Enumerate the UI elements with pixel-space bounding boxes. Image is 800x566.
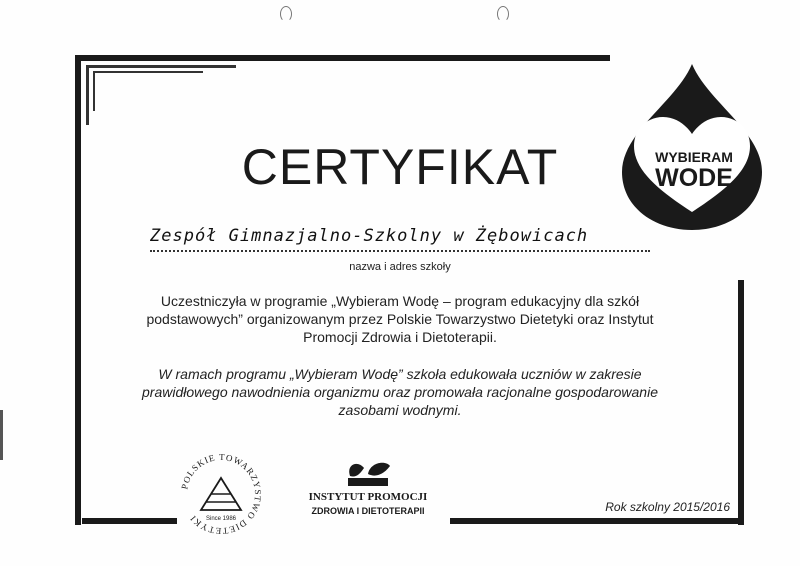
binder-hole: [280, 6, 292, 22]
certificate-title: CERTYFIKAT: [241, 139, 559, 195]
school-caption: nazwa i adres szkoły: [349, 261, 451, 273]
school-year: Rok szkolny 2015/2016: [605, 500, 730, 514]
participation-text: Uczestniczyła w programie „Wybieram Wodę – program edukacyjny dla szkół podstawowych” organizowanym przez Polskie Towarzystwo Dietetyki oraz Instytut Promocji Zdrowia i Dietoterapii.: [146, 293, 654, 345]
leaf-icon: [349, 464, 364, 477]
scan-artifact: [0, 410, 3, 460]
program-description: W ramach programu „Wybieram Wodę” szkoła edukowała uczniów w zakresie prawidłowego nawodnienia organizmu oraz promowała racjonalne gospodarowanie zasobami wodnymi.: [142, 366, 658, 418]
institute-logo: [288, 462, 448, 522]
ptd-since: Since 1986: [205, 516, 237, 522]
binder-hole: [497, 6, 509, 22]
school-name: Zespół Gimnazjalno-Szkolny w Żębowicach: [150, 226, 589, 246]
institute-line1: INSTYTUT PROMOCJI: [308, 491, 428, 503]
logo-line2: WODĘ: [655, 164, 733, 192]
logo-line1: WYBIERAM: [655, 149, 733, 165]
wybieram-wode-logo: [618, 62, 766, 232]
leaf-icon: [368, 463, 390, 476]
institute-line2: ZDROWIA I DIETOTERAPII: [311, 506, 425, 516]
dotted-line: [150, 250, 650, 252]
ptd-ring-text: POLSKIE TOWARZYSTWO DIETETYKI: [179, 451, 264, 537]
ptd-seal-logo: [175, 448, 267, 540]
